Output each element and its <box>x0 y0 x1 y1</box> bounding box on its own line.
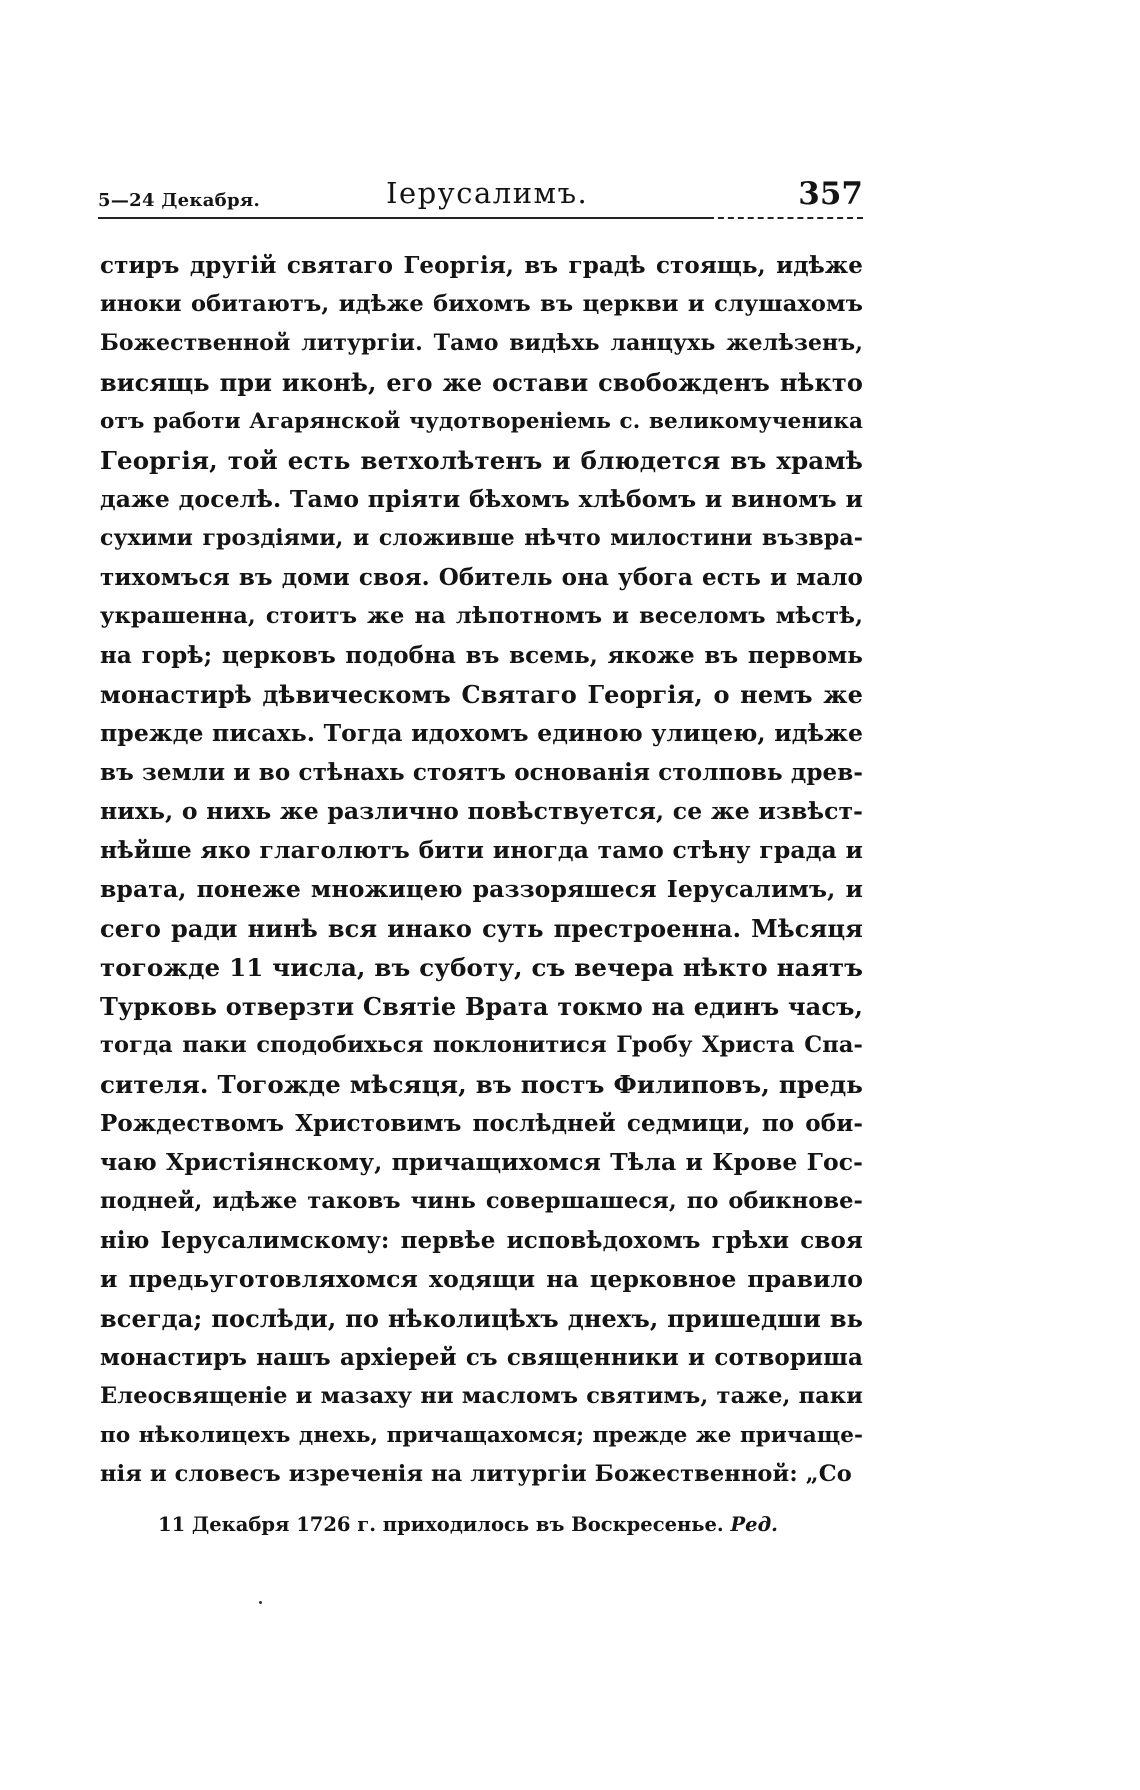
text-line: тихомъся въ доми своя. Обитель она убога есть и мало <box>100 564 863 591</box>
text-line: Елеосвященіе и мазаху ни масломъ святимъ, таже, паки <box>100 1383 863 1409</box>
footnote-text: 11 Декабря 1726 г. приходилось въ Воскресенье. <box>158 1513 724 1536</box>
text-line: тогда паки сподобихься поклонитися Гробу Христа Спа- <box>100 1032 863 1058</box>
text-line: чаю Христіянскому, причащихомся Тѣла и Крове Гос- <box>100 1148 863 1176</box>
header-date-range: 5—24 Декабря. <box>98 190 261 211</box>
text-line: прежде писахь. Тогда идохомъ единою улицею, идѣже <box>100 719 863 747</box>
text-line: въ земли и во стѣнахь стоятъ основанія столповь древ- <box>100 759 863 786</box>
text-line: по нѣколицехъ днехь, причащахомся; прежде же причаще- <box>100 1423 863 1448</box>
running-header <box>98 176 863 220</box>
print-speck <box>259 1601 262 1604</box>
text-line: монастирѣ дѣвическомъ Святаго Георгія, о немъ же <box>100 680 863 709</box>
text-line: отъ работи Агарянской чудотвореніемь с. великомученика <box>100 409 863 434</box>
text-line: украшенна, стоитъ же на лѣпотномъ и веселомъ мѣстѣ, <box>100 603 863 629</box>
text-line: врата, понеже множицею раззоряшеся Іерусалимъ, и <box>100 875 863 903</box>
text-line: иноки обитаютъ, идѣже бихомъ въ церкви и слушахомъ <box>100 291 863 317</box>
body-text <box>100 246 863 1494</box>
header-rule-dashed <box>708 217 863 219</box>
footnote <box>158 1513 778 1536</box>
text-line: монастиръ нашъ архіерей съ священники и сотвориша <box>100 1344 863 1371</box>
text-line: Рождествомъ Христовимъ послѣдней седмици, по оби- <box>100 1110 863 1137</box>
text-line: даже доселѣ. Тамо пріяти бѣхомъ хлѣбомъ и виномъ и <box>100 485 863 513</box>
text-line: сителя. Тогожде мѣсяця, въ постъ Филиповъ, предь <box>100 1070 863 1099</box>
text-line: нію Іерусалимскому: первѣе исповѣдохомъ грѣхи своя <box>100 1227 863 1254</box>
text-line: сего ради нинѣ вся инако суть престроенна. Мѣсяця <box>100 914 863 943</box>
text-line: Божественной литургіи. Тамо видѣхь ланцухь желѣзенъ, <box>100 330 863 356</box>
text-line: нихь, о нихь же различно повѣствуется, се же извѣст- <box>100 797 863 825</box>
page-number: 357 <box>798 176 863 212</box>
text-line: нія и словесъ изреченія на литургіи Божественной: „Со <box>100 1461 852 1487</box>
footnote-editor-mark: Ред. <box>730 1513 778 1536</box>
text-line: подней, идѣже таковъ чинь совершашеся, по обикнове- <box>100 1188 863 1214</box>
text-line: стиръ другій святаго Георгія, въ градѣ стоящь, идѣже <box>100 252 863 279</box>
text-line: тогожде 11 числа, въ суботу, съ вечера нѣкто наятъ <box>100 953 863 982</box>
header-title: Іерусалимъ. <box>386 176 589 210</box>
text-line: висящь при иконѣ, его же остави свобожденъ нѣкто <box>100 368 863 397</box>
text-line: Георгія, той есть ветхолѣтенъ и блюдется въ храмѣ <box>100 446 863 475</box>
text-line: и предьуготовляхомся ходящи на церковное правило <box>100 1265 863 1293</box>
text-line: на горѣ; церковъ подобна въ всемь, якоже въ первомь <box>100 642 863 669</box>
text-line: сухими гроздіями, и сложивше нѣчто милостини възвра- <box>100 525 863 551</box>
text-line: Турковь отверзти Святіе Врата токмо на единъ часъ, <box>100 992 863 1021</box>
text-line: нѣйше яко глаголютъ бити иногда тамо стѣну града и <box>100 836 863 864</box>
text-line: всегда; послѣди, по нѣколицѣхъ днехъ, пришедши вь <box>100 1304 863 1333</box>
